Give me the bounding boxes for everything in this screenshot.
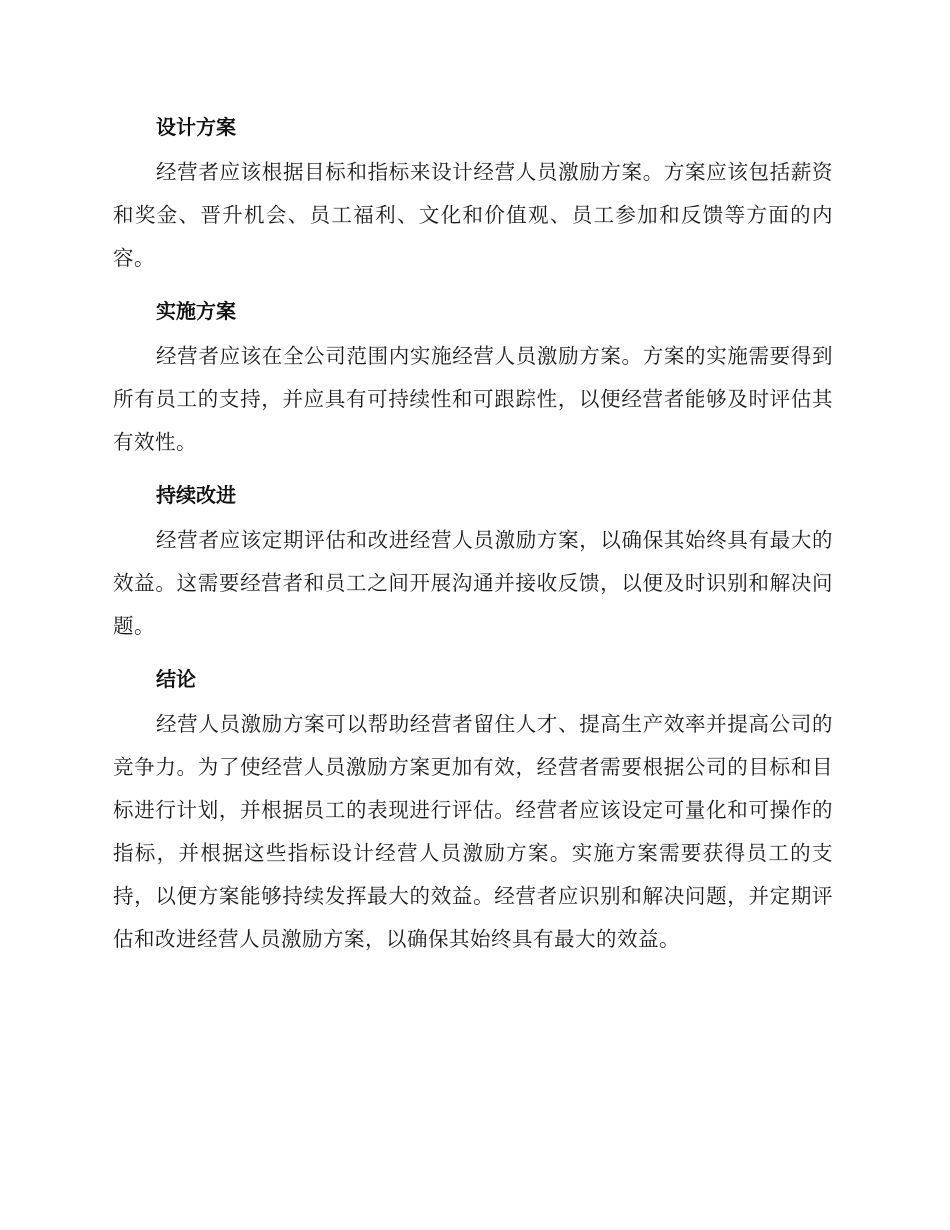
document-page bbox=[113, 106, 833, 971]
section-heading: 实施方案 bbox=[156, 299, 236, 323]
section-design bbox=[113, 106, 833, 280]
section-paragraph: 经营者应该定期评估和改进经营人员激励方案，以确保其始终具有最大的效益。这需要经营者和员工之间开展沟通并接收反馈，以便及时识别和解决问题。 bbox=[113, 528, 833, 638]
section-implementation bbox=[113, 290, 833, 464]
section-heading: 持续改进 bbox=[156, 483, 236, 507]
section-paragraph: 经营者应该在全公司范围内实施经营人员激励方案。方案的实施需要得到所有员工的支持，并应具有可持续性和可跟踪性，以便经营者能够及时评估其有效性。 bbox=[113, 344, 833, 454]
section-paragraph: 经营者应该根据目标和指标来设计经营人员激励方案。方案应该包括薪资和奖金、晋升机会、员工福利、文化和价值观、员工参加和反馈等方面的内容。 bbox=[113, 160, 833, 270]
section-heading: 设计方案 bbox=[156, 115, 236, 139]
section-heading: 结论 bbox=[156, 667, 196, 691]
section-paragraph: 经营人员激励方案可以帮助经营者留住人才、提高生产效率并提高公司的竞争力。为了使经营人员激励方案更加有效，经营者需要根据公司的目标和目标进行计划，并根据员工的表现进行评估。经营者应该设定可量化和可操作的指标，并根据这些指标设计经营人员激励方案。实施方案需要获得员工的支持，以便方案能够持续发挥最大的效益。经营者应识别和解决问题，并定期评估和改进经营人员激励方案，以确保其始终具有最大的效益。 bbox=[113, 712, 833, 951]
section-conclusion bbox=[113, 658, 833, 961]
section-continuous-improvement bbox=[113, 474, 833, 648]
